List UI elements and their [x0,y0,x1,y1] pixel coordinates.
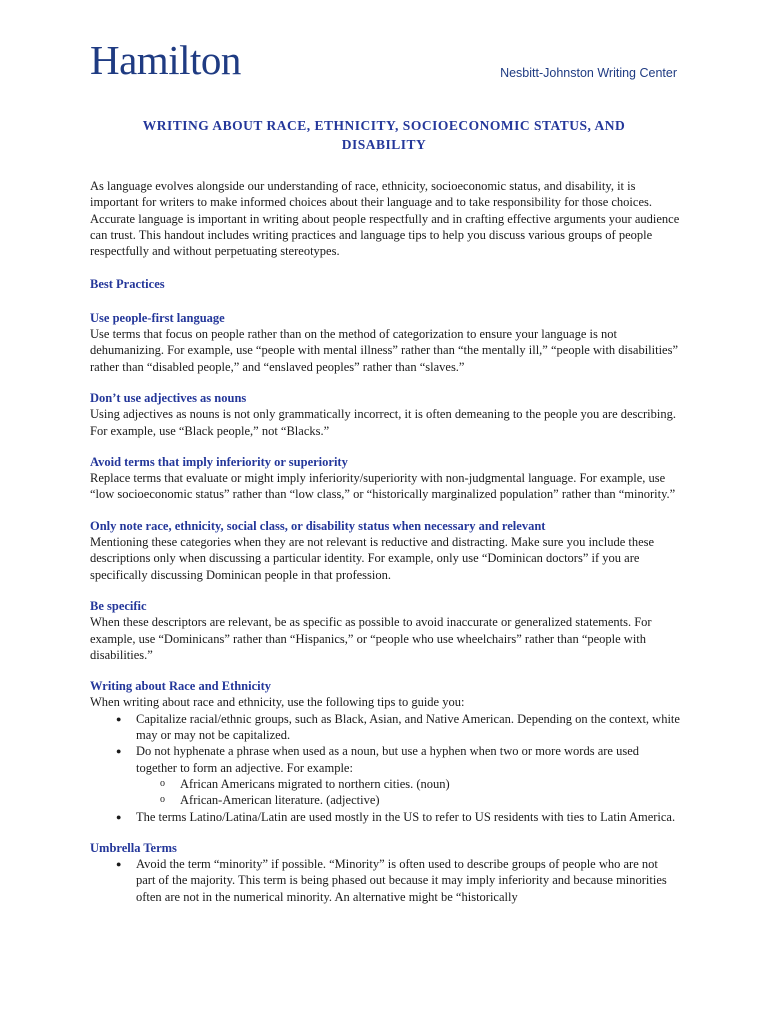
document-body [90,178,680,905]
section-text: Use terms that focus on people rather than on the method of categorization to ensure your language is not dehumanizing. For example, use “people with mental illness” rather than “the mentally ill,” “people with disabilities” rather than “disabled people,” and “enslaved peoples” rather than “slaves.” [90,327,679,374]
intro-paragraph: As language evolves alongside our understanding of race, ethnicity, socioeconomic status, and disability, it is important for writers to make informed choices about their language and to take responsibility for those choices. Accurate language is important in writing about people respectfully and in crafting effective arguments your audience can trust. This handout includes writing practices and language tips to help you discuss various groups of people respectfully and without perpetuating stereotypes. [90,179,680,259]
list-item-text: Capitalize racial/ethnic groups, such as Black, Asian, and Native American. Depending on the context, white may or may not be capitalized. [136,711,680,743]
list-item-text: Do not hyphenate a phrase when used as a noun, but use a hyphen when two or more words are used together to form an adjective. For example: [136,744,639,775]
umbrella-terms-heading: Umbrella Terms [90,840,177,855]
list-item [90,711,680,744]
bullet-marker: ● [116,713,122,724]
section-heading: Use people-first language [90,310,225,325]
bullet-marker: ● [116,811,122,822]
section-text: When these descriptors are relevant, be as specific as possible to avoid inaccurate or generalized statements. For example, use “Dominicans” rather than “Hispanics,” or “people who use wheelchairs” rather than “people with disabilities.” [90,615,652,662]
section-heading: Be specific [90,598,147,613]
section-heading: Avoid terms that imply inferiority or superiority [90,454,348,469]
list-item-text: Avoid the term “minority” if possible. “Minority” is often used to describe groups of people who are not part of the majority. This term is being phased out because it may imply inferiority and because minorities often are not in the numerical minority. An alternative might be “historically [136,857,667,904]
sub-list-item [90,776,680,792]
race-ethnicity-heading: Writing about Race and Ethnicity [90,679,272,694]
list-item [90,743,680,776]
section-heading: Only note race, ethnicity, social class, or disability status when necessary and relevant [90,518,546,533]
race-bullet-list [90,711,680,825]
umbrella-bullet-list [90,856,680,905]
list-item [90,809,680,825]
sub-bullet-marker: o [160,794,165,806]
race-ethnicity-intro: When writing about race and ethnicity, use the following tips to guide you: [90,695,465,710]
sub-list-item-text: African Americans migrated to northern cities. (noun) [180,776,450,791]
section-text: Using adjectives as nouns is not only grammatically incorrect, it is often demeaning to the people you are describing. For example, use “Black people,” not “Blacks.” [90,407,676,438]
sub-list-item [90,792,680,808]
sub-list-item-text: African-American literature. (adjective) [180,793,380,808]
document-title: WRITING ABOUT RACE, ETHNICITY, SOCIOECONOMIC STATUS, AND DISABILITY [142,118,626,152]
list-item [90,856,680,905]
section-text: Replace terms that evaluate or might imply inferiority/superiority with non-judgmental language. For example, use “low socioeconomic status” rather than “low class,” or “historically marginalized population” rather than “minority.” [90,471,676,502]
section-heading: Don’t use adjectives as nouns [90,390,247,405]
bullet-marker: ● [116,859,122,870]
sub-bullet-marker: o [160,777,165,789]
hamilton-logo: Hamilton [90,37,241,83]
bullet-marker: ● [116,746,122,757]
writing-center-name: Nesbitt-Johnston Writing Center [500,66,677,80]
section-text: Mentioning these categories when they are not relevant is reductive and distracting. Make sure you include these descriptions only when discussing a particular identity. For example, only use “Dominican doctors” if you are specifically discussing Dominican people in that profession. [90,535,655,582]
list-item-text: The terms Latino/Latina/Latin are used mostly in the US to refer to US residents with ties to Latin America. [136,809,676,824]
best-practices-heading: Best Practices [90,277,165,292]
